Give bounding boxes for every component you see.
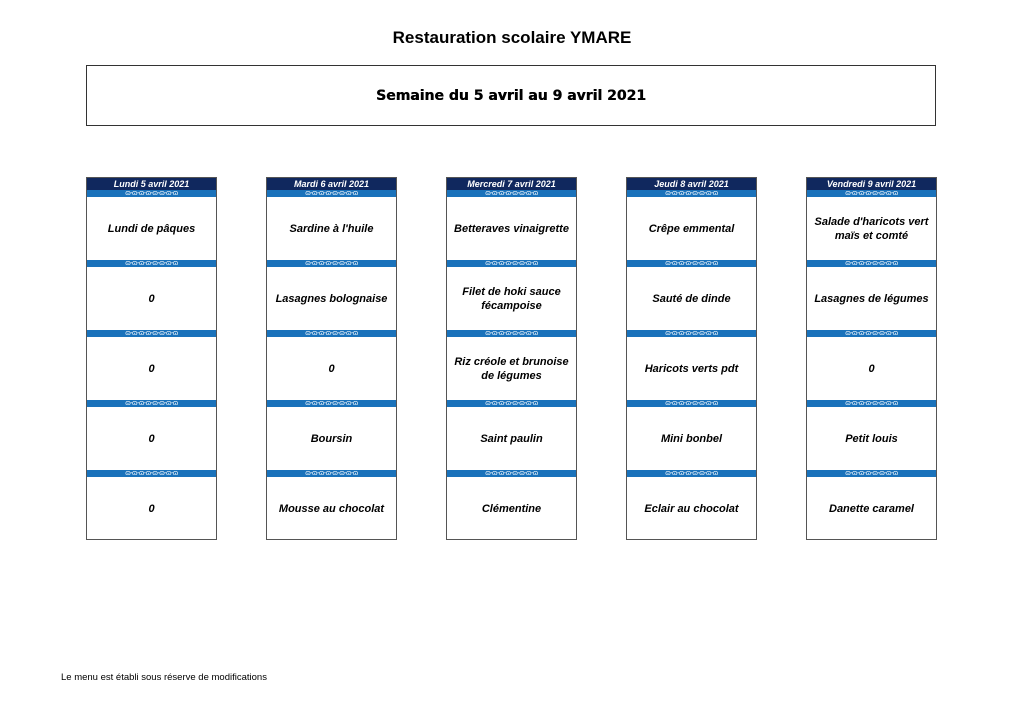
- week-title: Semaine du 5 avril au 9 avril 2021: [376, 87, 646, 104]
- separator-pattern: ɷ-ɷ-ɷ-ɷ-ɷ-ɷ-ɷ-ɷ: [485, 400, 538, 407]
- separator-pattern: ɷ-ɷ-ɷ-ɷ-ɷ-ɷ-ɷ-ɷ: [125, 190, 178, 197]
- separator-pattern: ɷ-ɷ-ɷ-ɷ-ɷ-ɷ-ɷ-ɷ: [845, 190, 898, 197]
- course-separator: [267, 190, 396, 197]
- week-banner: [86, 65, 936, 126]
- day-column-vendredi: [806, 177, 937, 540]
- dish-fromage: Mini bonbel: [660, 432, 723, 445]
- course-separator: [447, 330, 576, 337]
- course-separator: [447, 470, 576, 477]
- separator-pattern: ɷ-ɷ-ɷ-ɷ-ɷ-ɷ-ɷ-ɷ: [125, 260, 178, 267]
- dish-entree: Lundi de pâques: [107, 222, 196, 235]
- separator-pattern: ɷ-ɷ-ɷ-ɷ-ɷ-ɷ-ɷ-ɷ: [845, 260, 898, 267]
- separator-pattern: ɷ-ɷ-ɷ-ɷ-ɷ-ɷ-ɷ-ɷ: [305, 400, 358, 407]
- course-separator: [267, 400, 396, 407]
- dish-accompagnement: Haricots verts pdt: [644, 362, 739, 375]
- separator-pattern: ɷ-ɷ-ɷ-ɷ-ɷ-ɷ-ɷ-ɷ: [665, 330, 718, 337]
- separator-pattern: ɷ-ɷ-ɷ-ɷ-ɷ-ɷ-ɷ-ɷ: [845, 330, 898, 337]
- day-column-mercredi: [446, 177, 577, 540]
- course-separator: [627, 330, 756, 337]
- dish-plat: 0: [148, 292, 155, 305]
- dish-fromage: Saint paulin: [480, 432, 543, 445]
- course-separator: [267, 260, 396, 267]
- footer-note: Le menu est établi sous réserve de modifications: [61, 672, 267, 683]
- day-column-lundi: [86, 177, 217, 540]
- dish-dessert: Eclair au chocolat: [644, 502, 739, 515]
- course-separator: [807, 330, 936, 337]
- day-header: Mardi 6 avril 2021: [267, 178, 396, 190]
- course-separator: [267, 330, 396, 337]
- course-separator: [627, 400, 756, 407]
- course-separator: [87, 400, 216, 407]
- dish-dessert: Mousse au chocolat: [278, 502, 385, 515]
- dish-plat: Sauté de dinde: [652, 292, 731, 305]
- separator-pattern: ɷ-ɷ-ɷ-ɷ-ɷ-ɷ-ɷ-ɷ: [665, 190, 718, 197]
- page-title: Restauration scolaire YMARE: [392, 28, 632, 47]
- dish-fromage: 0: [148, 432, 155, 445]
- dish-plat: Lasagnes bolognaise: [275, 292, 388, 305]
- dish-dessert: 0: [148, 502, 155, 515]
- course-separator: [447, 190, 576, 197]
- course-separator: [627, 190, 756, 197]
- course-separator: [87, 260, 216, 267]
- separator-pattern: ɷ-ɷ-ɷ-ɷ-ɷ-ɷ-ɷ-ɷ: [305, 190, 358, 197]
- course-separator: [627, 260, 756, 267]
- dish-accompagnement: 0: [328, 362, 335, 375]
- separator-pattern: ɷ-ɷ-ɷ-ɷ-ɷ-ɷ-ɷ-ɷ: [485, 190, 538, 197]
- dish-entree: Sardine à l'huile: [289, 222, 374, 235]
- day-header: Mercredi 7 avril 2021: [447, 178, 576, 190]
- course-separator: [447, 400, 576, 407]
- separator-pattern: ɷ-ɷ-ɷ-ɷ-ɷ-ɷ-ɷ-ɷ: [485, 330, 538, 337]
- separator-pattern: ɷ-ɷ-ɷ-ɷ-ɷ-ɷ-ɷ-ɷ: [485, 470, 538, 477]
- course-separator: [807, 470, 936, 477]
- day-column-mardi: [266, 177, 397, 540]
- separator-pattern: ɷ-ɷ-ɷ-ɷ-ɷ-ɷ-ɷ-ɷ: [845, 470, 898, 477]
- dish-fromage: Boursin: [310, 432, 353, 445]
- course-separator: [267, 470, 396, 477]
- course-separator: [87, 330, 216, 337]
- dish-accompagnement: Riz créole et brunoise de légumes: [454, 355, 569, 382]
- dish-accompagnement: 0: [148, 362, 155, 375]
- dish-dessert: Danette caramel: [829, 502, 914, 515]
- dish-dessert: Clémentine: [481, 502, 542, 515]
- separator-pattern: ɷ-ɷ-ɷ-ɷ-ɷ-ɷ-ɷ-ɷ: [305, 330, 358, 337]
- dish-accompagnement: 0: [868, 362, 875, 375]
- day-header: Lundi 5 avril 2021: [87, 178, 216, 190]
- dish-plat: Lasagnes de légumes: [814, 292, 929, 305]
- dish-fromage: Petit louis: [845, 432, 898, 445]
- separator-pattern: ɷ-ɷ-ɷ-ɷ-ɷ-ɷ-ɷ-ɷ: [665, 260, 718, 267]
- dish-entree: Salade d'haricots vert maïs et comté: [814, 215, 929, 242]
- separator-pattern: ɷ-ɷ-ɷ-ɷ-ɷ-ɷ-ɷ-ɷ: [305, 260, 358, 267]
- separator-pattern: ɷ-ɷ-ɷ-ɷ-ɷ-ɷ-ɷ-ɷ: [125, 330, 178, 337]
- separator-pattern: ɷ-ɷ-ɷ-ɷ-ɷ-ɷ-ɷ-ɷ: [665, 470, 718, 477]
- course-separator: [447, 260, 576, 267]
- separator-pattern: ɷ-ɷ-ɷ-ɷ-ɷ-ɷ-ɷ-ɷ: [305, 470, 358, 477]
- course-separator: [627, 470, 756, 477]
- dish-entree: Betteraves vinaigrette: [454, 222, 569, 235]
- day-column-jeudi: [626, 177, 757, 540]
- course-separator: [87, 470, 216, 477]
- day-header: Vendredi 9 avril 2021: [807, 178, 936, 190]
- separator-pattern: ɷ-ɷ-ɷ-ɷ-ɷ-ɷ-ɷ-ɷ: [125, 470, 178, 477]
- separator-pattern: ɷ-ɷ-ɷ-ɷ-ɷ-ɷ-ɷ-ɷ: [485, 260, 538, 267]
- separator-pattern: ɷ-ɷ-ɷ-ɷ-ɷ-ɷ-ɷ-ɷ: [125, 400, 178, 407]
- separator-pattern: ɷ-ɷ-ɷ-ɷ-ɷ-ɷ-ɷ-ɷ: [845, 400, 898, 407]
- course-separator: [807, 260, 936, 267]
- course-separator: [807, 400, 936, 407]
- course-separator: [807, 190, 936, 197]
- course-separator: [87, 190, 216, 197]
- dish-entree: Crêpe emmental: [648, 222, 735, 235]
- dish-plat: Filet de hoki sauce fécampoise: [462, 285, 561, 312]
- separator-pattern: ɷ-ɷ-ɷ-ɷ-ɷ-ɷ-ɷ-ɷ: [665, 400, 718, 407]
- day-header: Jeudi 8 avril 2021: [627, 178, 756, 190]
